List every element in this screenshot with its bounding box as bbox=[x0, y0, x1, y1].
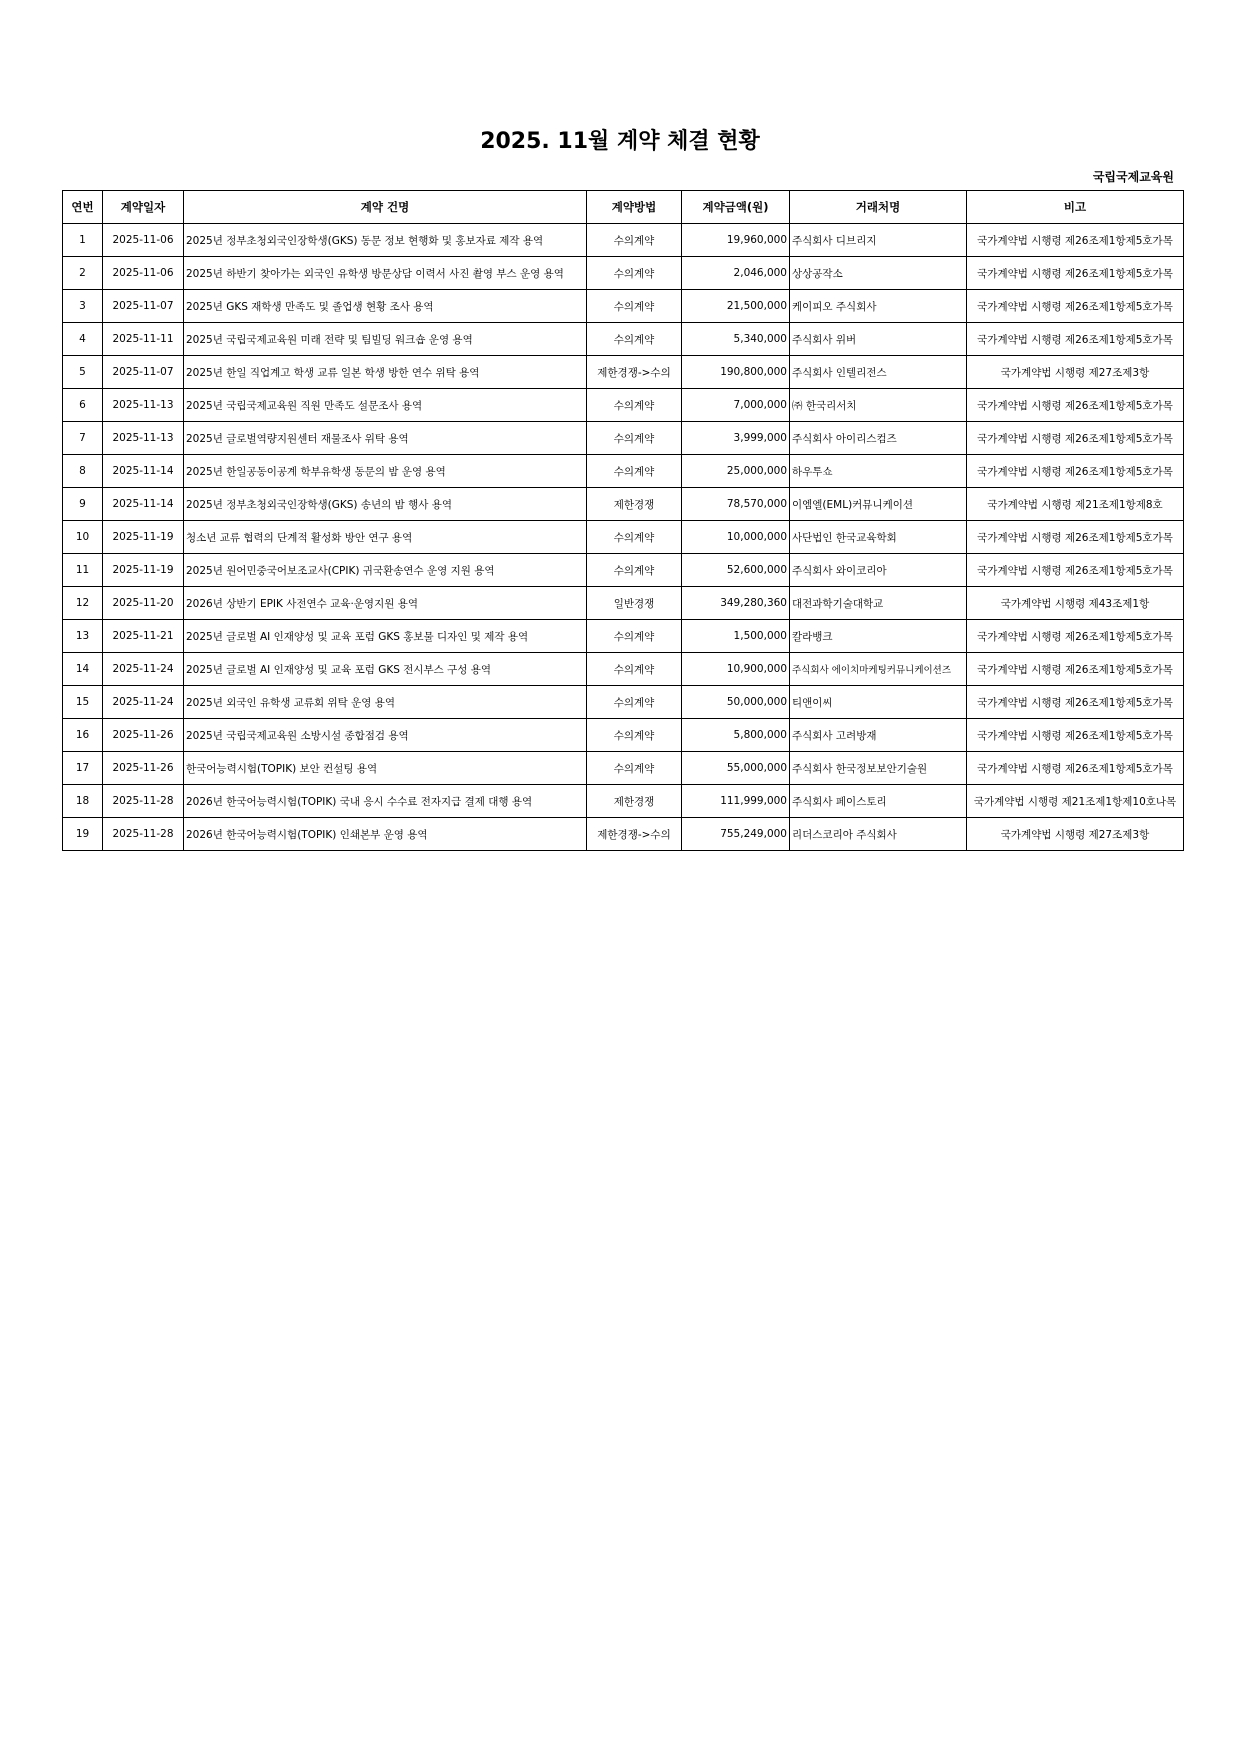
row-no: 13 bbox=[63, 620, 103, 653]
header-note: 비고 bbox=[967, 191, 1184, 224]
contract-amount: 3,999,000 bbox=[682, 422, 790, 455]
contract-name: 2025년 정부초청외국인장학생(GKS) 송년의 밤 행사 용역 bbox=[184, 488, 587, 521]
row-no: 6 bbox=[63, 389, 103, 422]
contract-method: 제한경쟁 bbox=[587, 488, 682, 521]
vendor-name: 주식회사 위버 bbox=[790, 323, 967, 356]
contract-name: 2025년 글로벌 AI 인재양성 및 교육 포럼 GKS 홍보물 디자인 및 제작 용역 bbox=[184, 620, 587, 653]
contract-amount: 21,500,000 bbox=[682, 290, 790, 323]
vendor-name: 케이피오 주식회사 bbox=[790, 290, 967, 323]
contract-name: 청소년 교류 협력의 단계적 활성화 방안 연구 용역 bbox=[184, 521, 587, 554]
table-row bbox=[63, 752, 1184, 785]
contract-name: 2025년 원어민중국어보조교사(CPIK) 귀국환송연수 운영 지원 용역 bbox=[184, 554, 587, 587]
contract-method: 수의계약 bbox=[587, 554, 682, 587]
row-no: 11 bbox=[63, 554, 103, 587]
note: 국가계약법 시행령 제26조제1항제5호가목 bbox=[967, 455, 1184, 488]
vendor-name: 주식회사 디브리지 bbox=[790, 224, 967, 257]
table-row bbox=[63, 290, 1184, 323]
note: 국가계약법 시행령 제27조제3항 bbox=[967, 356, 1184, 389]
row-no: 3 bbox=[63, 290, 103, 323]
note: 국가계약법 시행령 제26조제1항제5호가목 bbox=[967, 653, 1184, 686]
note: 국가계약법 시행령 제26조제1항제5호가목 bbox=[967, 224, 1184, 257]
vendor-name: 주식회사 인텔리전스 bbox=[790, 356, 967, 389]
row-no: 9 bbox=[63, 488, 103, 521]
note: 국가계약법 시행령 제26조제1항제5호가목 bbox=[967, 323, 1184, 356]
contract-name: 2025년 한일공동이공계 학부유학생 동문의 밤 운영 용역 bbox=[184, 455, 587, 488]
organization-name: 국립국제교육원 bbox=[1092, 170, 1174, 184]
contract-amount: 111,999,000 bbox=[682, 785, 790, 818]
contract-name: 2025년 정부초청외국인장학생(GKS) 동문 정보 현행화 및 홍보자료 제작 용역 bbox=[184, 224, 587, 257]
row-no: 8 bbox=[63, 455, 103, 488]
contract-name: 2025년 국립국제교육원 직원 만족도 설문조사 용역 bbox=[184, 389, 587, 422]
table-row bbox=[63, 455, 1184, 488]
vendor-name: ㈜ 한국리서치 bbox=[790, 389, 967, 422]
contract-amount: 52,600,000 bbox=[682, 554, 790, 587]
contract-date: 2025-11-07 bbox=[103, 356, 184, 389]
table-row bbox=[63, 686, 1184, 719]
contract-amount: 78,570,000 bbox=[682, 488, 790, 521]
contract-name: 2025년 국립국제교육원 미래 전략 및 팀빌딩 워크숍 운영 용역 bbox=[184, 323, 587, 356]
contract-date: 2025-11-06 bbox=[103, 257, 184, 290]
vendor-name: 주식회사 에이치마케팅커뮤니케이션즈 bbox=[790, 653, 967, 686]
table-row bbox=[63, 620, 1184, 653]
contract-method: 수의계약 bbox=[587, 422, 682, 455]
contract-method: 수의계약 bbox=[587, 257, 682, 290]
contract-date: 2025-11-19 bbox=[103, 521, 184, 554]
contract-method: 수의계약 bbox=[587, 290, 682, 323]
row-no: 19 bbox=[63, 818, 103, 851]
table-row bbox=[63, 554, 1184, 587]
contract-method: 수의계약 bbox=[587, 389, 682, 422]
note: 국가계약법 시행령 제21조제1항제10호나목 bbox=[967, 785, 1184, 818]
contract-date: 2025-11-20 bbox=[103, 587, 184, 620]
note: 국가계약법 시행령 제43조제1항 bbox=[967, 587, 1184, 620]
contract-amount: 10,000,000 bbox=[682, 521, 790, 554]
contract-date: 2025-11-07 bbox=[103, 290, 184, 323]
note: 국가계약법 시행령 제26조제1항제5호가목 bbox=[967, 422, 1184, 455]
table-row bbox=[63, 389, 1184, 422]
contract-amount: 2,046,000 bbox=[682, 257, 790, 290]
row-no: 4 bbox=[63, 323, 103, 356]
row-no: 14 bbox=[63, 653, 103, 686]
table-row bbox=[63, 521, 1184, 554]
vendor-name: 티앤이씨 bbox=[790, 686, 967, 719]
contract-date: 2025-11-13 bbox=[103, 422, 184, 455]
note: 국가계약법 시행령 제21조제1항제8호 bbox=[967, 488, 1184, 521]
table-header-row bbox=[63, 191, 1184, 224]
contract-method: 수의계약 bbox=[587, 323, 682, 356]
vendor-name: 주식회사 아이리스컴즈 bbox=[790, 422, 967, 455]
contract-method: 일반경쟁 bbox=[587, 587, 682, 620]
contract-amount: 10,900,000 bbox=[682, 653, 790, 686]
contract-method: 수의계약 bbox=[587, 224, 682, 257]
contract-name: 2025년 외국인 유학생 교류회 위탁 운영 용역 bbox=[184, 686, 587, 719]
note: 국가계약법 시행령 제26조제1항제5호가목 bbox=[967, 752, 1184, 785]
row-no: 16 bbox=[63, 719, 103, 752]
contract-method: 제한경쟁->수의 bbox=[587, 356, 682, 389]
header-amount: 계약금액(원) bbox=[682, 191, 790, 224]
contract-date: 2025-11-11 bbox=[103, 323, 184, 356]
header-contract-name: 계약 건명 bbox=[184, 191, 587, 224]
contract-date: 2025-11-06 bbox=[103, 224, 184, 257]
table-row bbox=[63, 323, 1184, 356]
contract-amount: 5,800,000 bbox=[682, 719, 790, 752]
table-row bbox=[63, 719, 1184, 752]
contract-date: 2025-11-19 bbox=[103, 554, 184, 587]
contract-method: 수의계약 bbox=[587, 752, 682, 785]
vendor-name: 대전과학기술대학교 bbox=[790, 587, 967, 620]
header-method: 계약방법 bbox=[587, 191, 682, 224]
contract-amount: 55,000,000 bbox=[682, 752, 790, 785]
contract-method: 수의계약 bbox=[587, 521, 682, 554]
vendor-name: 하우투쇼 bbox=[790, 455, 967, 488]
row-no: 7 bbox=[63, 422, 103, 455]
header-vendor: 거래처명 bbox=[790, 191, 967, 224]
contract-date: 2025-11-26 bbox=[103, 752, 184, 785]
table-row bbox=[63, 224, 1184, 257]
contract-method: 수의계약 bbox=[587, 620, 682, 653]
table-body bbox=[63, 224, 1184, 851]
table-row bbox=[63, 356, 1184, 389]
contract-name: 2025년 하반기 찾아가는 외국인 유학생 방문상담 이력서 사진 촬영 부스 운영 용역 bbox=[184, 257, 587, 290]
contract-date: 2025-11-14 bbox=[103, 488, 184, 521]
vendor-name: 이엠엘(EML)커뮤니케이션 bbox=[790, 488, 967, 521]
vendor-name: 주식회사 와이코리아 bbox=[790, 554, 967, 587]
page-title: 2025. 11월 계약 체결 현황 bbox=[480, 129, 760, 154]
note: 국가계약법 시행령 제26조제1항제5호가목 bbox=[967, 521, 1184, 554]
contract-method: 제한경쟁->수의 bbox=[587, 818, 682, 851]
contract-date: 2025-11-28 bbox=[103, 785, 184, 818]
vendor-name: 칼라뱅크 bbox=[790, 620, 967, 653]
contract-amount: 5,340,000 bbox=[682, 323, 790, 356]
header-no: 연번 bbox=[63, 191, 103, 224]
vendor-name: 주식회사 페이스토리 bbox=[790, 785, 967, 818]
table-row bbox=[63, 257, 1184, 290]
contract-date: 2025-11-26 bbox=[103, 719, 184, 752]
contract-date: 2025-11-13 bbox=[103, 389, 184, 422]
contract-name: 2026년 한국어능력시험(TOPIK) 인쇄본부 운영 용역 bbox=[184, 818, 587, 851]
contract-amount: 7,000,000 bbox=[682, 389, 790, 422]
vendor-name: 리더스코리아 주식회사 bbox=[790, 818, 967, 851]
contract-date: 2025-11-24 bbox=[103, 653, 184, 686]
vendor-name: 상상공작소 bbox=[790, 257, 967, 290]
note: 국가계약법 시행령 제26조제1항제5호가목 bbox=[967, 686, 1184, 719]
table-row bbox=[63, 587, 1184, 620]
contract-amount: 190,800,000 bbox=[682, 356, 790, 389]
note: 국가계약법 시행령 제26조제1항제5호가목 bbox=[967, 719, 1184, 752]
contract-method: 수의계약 bbox=[587, 455, 682, 488]
row-no: 10 bbox=[63, 521, 103, 554]
row-no: 18 bbox=[63, 785, 103, 818]
note: 국가계약법 시행령 제26조제1항제5호가목 bbox=[967, 620, 1184, 653]
note: 국가계약법 시행령 제26조제1항제5호가목 bbox=[967, 257, 1184, 290]
note: 국가계약법 시행령 제26조제1항제5호가목 bbox=[967, 290, 1184, 323]
contract-amount: 50,000,000 bbox=[682, 686, 790, 719]
contract-date: 2025-11-21 bbox=[103, 620, 184, 653]
contract-amount: 1,500,000 bbox=[682, 620, 790, 653]
row-no: 17 bbox=[63, 752, 103, 785]
contract-method: 수의계약 bbox=[587, 653, 682, 686]
row-no: 5 bbox=[63, 356, 103, 389]
contract-method: 제한경쟁 bbox=[587, 785, 682, 818]
contract-name: 2025년 글로벌 AI 인재양성 및 교육 포럼 GKS 전시부스 구성 용역 bbox=[184, 653, 587, 686]
contract-name: 2025년 글로벌역량지원센터 재물조사 위탁 용역 bbox=[184, 422, 587, 455]
contract-name: 2025년 GKS 재학생 만족도 및 졸업생 현황 조사 용역 bbox=[184, 290, 587, 323]
contract-amount: 349,280,360 bbox=[682, 587, 790, 620]
contract-date: 2025-11-24 bbox=[103, 686, 184, 719]
contract-name: 2025년 한일 직업계고 학생 교류 일본 학생 방한 연수 위탁 용역 bbox=[184, 356, 587, 389]
vendor-name: 주식회사 고려방재 bbox=[790, 719, 967, 752]
note: 국가계약법 시행령 제26조제1항제5호가목 bbox=[967, 389, 1184, 422]
table-row bbox=[63, 422, 1184, 455]
contract-name: 한국어능력시험(TOPIK) 보안 컨설팅 용역 bbox=[184, 752, 587, 785]
row-no: 12 bbox=[63, 587, 103, 620]
row-no: 1 bbox=[63, 224, 103, 257]
contract-method: 수의계약 bbox=[587, 686, 682, 719]
table-row bbox=[63, 653, 1184, 686]
row-no: 15 bbox=[63, 686, 103, 719]
note: 국가계약법 시행령 제26조제1항제5호가목 bbox=[967, 554, 1184, 587]
note: 국가계약법 시행령 제27조제3항 bbox=[967, 818, 1184, 851]
contract-amount: 755,249,000 bbox=[682, 818, 790, 851]
contract-amount: 25,000,000 bbox=[682, 455, 790, 488]
contract-date: 2025-11-28 bbox=[103, 818, 184, 851]
vendor-name: 주식회사 한국정보보안기술원 bbox=[790, 752, 967, 785]
contract-name: 2025년 국립국제교육원 소방시설 종합점검 용역 bbox=[184, 719, 587, 752]
header-date: 계약일자 bbox=[103, 191, 184, 224]
row-no: 2 bbox=[63, 257, 103, 290]
contract-table bbox=[62, 190, 1184, 851]
table-row bbox=[63, 785, 1184, 818]
contract-date: 2025-11-14 bbox=[103, 455, 184, 488]
table-row bbox=[63, 488, 1184, 521]
table-row bbox=[63, 818, 1184, 851]
contract-name: 2026년 한국어능력시험(TOPIK) 국내 응시 수수료 전자지급 결제 대행 용역 bbox=[184, 785, 587, 818]
contract-amount: 19,960,000 bbox=[682, 224, 790, 257]
contract-name: 2026년 상반기 EPIK 사전연수 교육·운영지원 용역 bbox=[184, 587, 587, 620]
contract-method: 수의계약 bbox=[587, 719, 682, 752]
vendor-name: 사단법인 한국교육학회 bbox=[790, 521, 967, 554]
